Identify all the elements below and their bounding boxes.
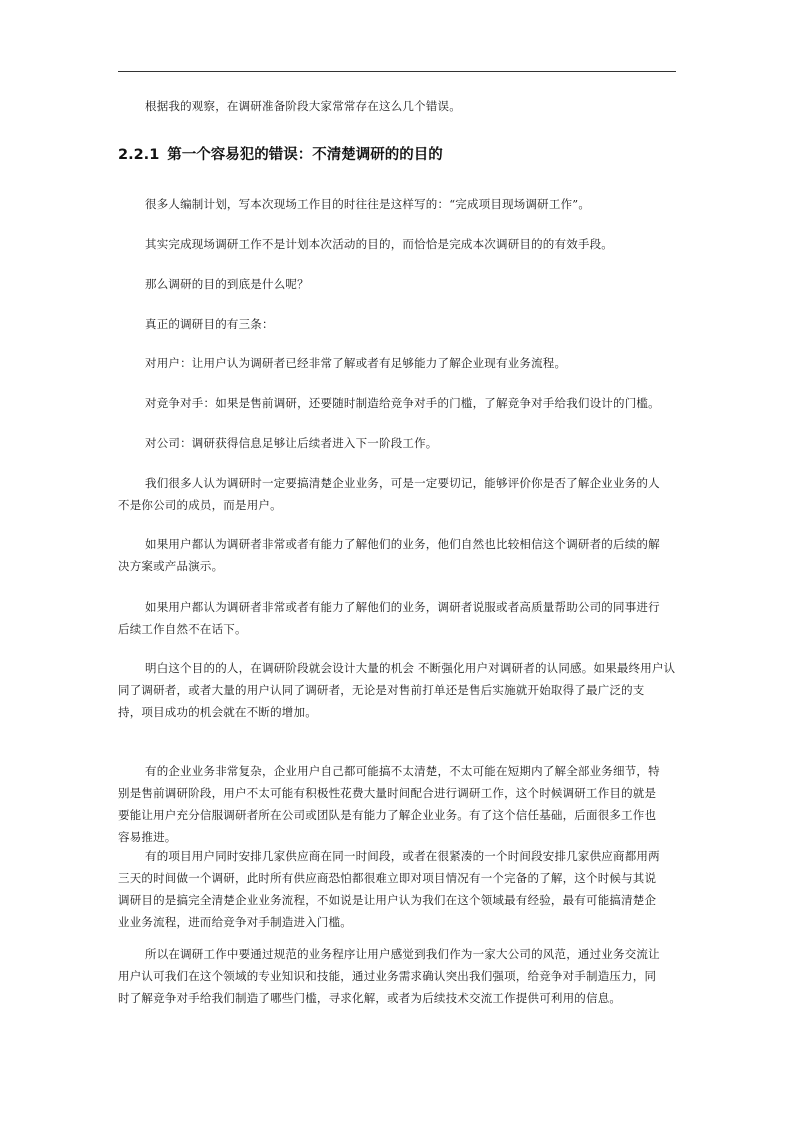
body-paragraph-line: 调研目的是搞完全清楚企业业务流程，不如说是让用户认为我们在这个领域最有经验，最有可能搞清楚企 [118, 893, 657, 907]
body-paragraph: 那么调研的目的到底是什么呢？ [145, 277, 309, 291]
body-paragraph-line: 同了调研者，或者大量的用户认同了调研者，无论是对售前打单还是售后实施就开始取得了最广泛的支 [118, 683, 645, 697]
body-paragraph-line: 别是售前调研阶段，用户不太可能有积极性花费大量时间配合进行调研工作，这个时候调研工作目的就是 [118, 786, 657, 800]
section-heading [118, 143, 443, 167]
body-paragraph-line: 业业务流程，进而给竞争对手制造进入门槛。 [118, 915, 352, 929]
section-number: 2.2.1 [118, 147, 160, 163]
body-paragraph: 对用户：让用户认为调研者已经非常了解或者有足够能力了解企业现有业务流程。 [145, 356, 567, 370]
body-paragraph: 很多人编制计划，写本次现场工作目的时往往是这样写的：“完成项目现场调研工作”。 [145, 197, 591, 211]
body-paragraph-line: 用户认可我们在这个领域的专业知识和技能，通过业务需求确认突出我们强项，给竞争对手制造压力，同 [118, 969, 657, 983]
body-paragraph: 明白这个目的的人，在调研阶段就会设计大量的机会 不断强化用户对调研者的认同感。如果最终用户认 [145, 661, 676, 675]
body-paragraph: 对公司：调研获得信息足够让后续者进入下一阶段工作。 [145, 436, 438, 450]
body-paragraph-line: 三天的时间做一个调研，此时所有供应商恐怕都很难立即对项目情况有一个完备的了解，这个时候与其说 [118, 871, 657, 885]
body-paragraph-line: 时了解竞争对手给我们制造了哪些门槛，寻求化解，或者为后续技术交流工作提供可利用的信息。 [118, 991, 622, 1005]
body-paragraph: 有的项目用户同时安排几家供应商在同一时间段，或者在很紧凑的一个时间段安排几家供应商都用两 [145, 849, 660, 863]
body-paragraph: 其实完成现场调研工作不是计划本次活动的目的，而恰恰是完成本次调研目的的有效手段。 [145, 237, 613, 251]
section-title: 第一个容易犯的错误：不清楚调研的的目的 [167, 147, 443, 163]
document-body [118, 0, 676, 1006]
body-paragraph: 如果用户都认为调研者非常或者有能力了解他们的业务，他们自然也比较相信这个调研者的后续的解 [145, 537, 660, 551]
body-paragraph-line: 容易推进。 [118, 830, 177, 844]
body-paragraph: 有的企业业务非常复杂，企业用户自己都可能搞不太清楚，不太可能在短期内了解全部业务细节，特 [145, 764, 660, 778]
intro-paragraph: 根据我的观察，在调研准备阶段大家常常存在这么几个错误。 [145, 99, 461, 113]
body-paragraph-line: 决方案或产品演示。 [118, 559, 224, 573]
body-paragraph: 对竞争对手：如果是售前调研，还要随时制造给竞争对手的门槛，了解竞争对手给我们设计的门槛。 [145, 396, 660, 410]
body-paragraph-line: 不是你公司的成员，而是用户。 [118, 498, 282, 512]
body-paragraph: 所以在调研工作中要通过规范的业务程序让用户感觉到我们作为一家大公司的风范，通过业务交流让 [145, 947, 660, 961]
body-paragraph-line: 持，项目成功的机会就在不断的增加。 [118, 705, 317, 719]
body-paragraph: 我们很多人认为调研时一定要搞清楚企业业务，可是一定要切记，能够评价你是否了解企业业务的人 [145, 476, 660, 490]
body-paragraph: 真正的调研目的有三条： [145, 317, 274, 331]
body-paragraph: 如果用户都认为调研者非常或者有能力了解他们的业务，调研者说服或者高质量帮助公司的同事进行 [145, 600, 660, 614]
body-paragraph-line: 后续工作自然不在话下。 [118, 622, 247, 636]
body-paragraph-line: 要能让用户充分信服调研者所在公司或团队是有能力了解企业业务。有了这个信任基础，后面很多工作也 [118, 808, 657, 822]
